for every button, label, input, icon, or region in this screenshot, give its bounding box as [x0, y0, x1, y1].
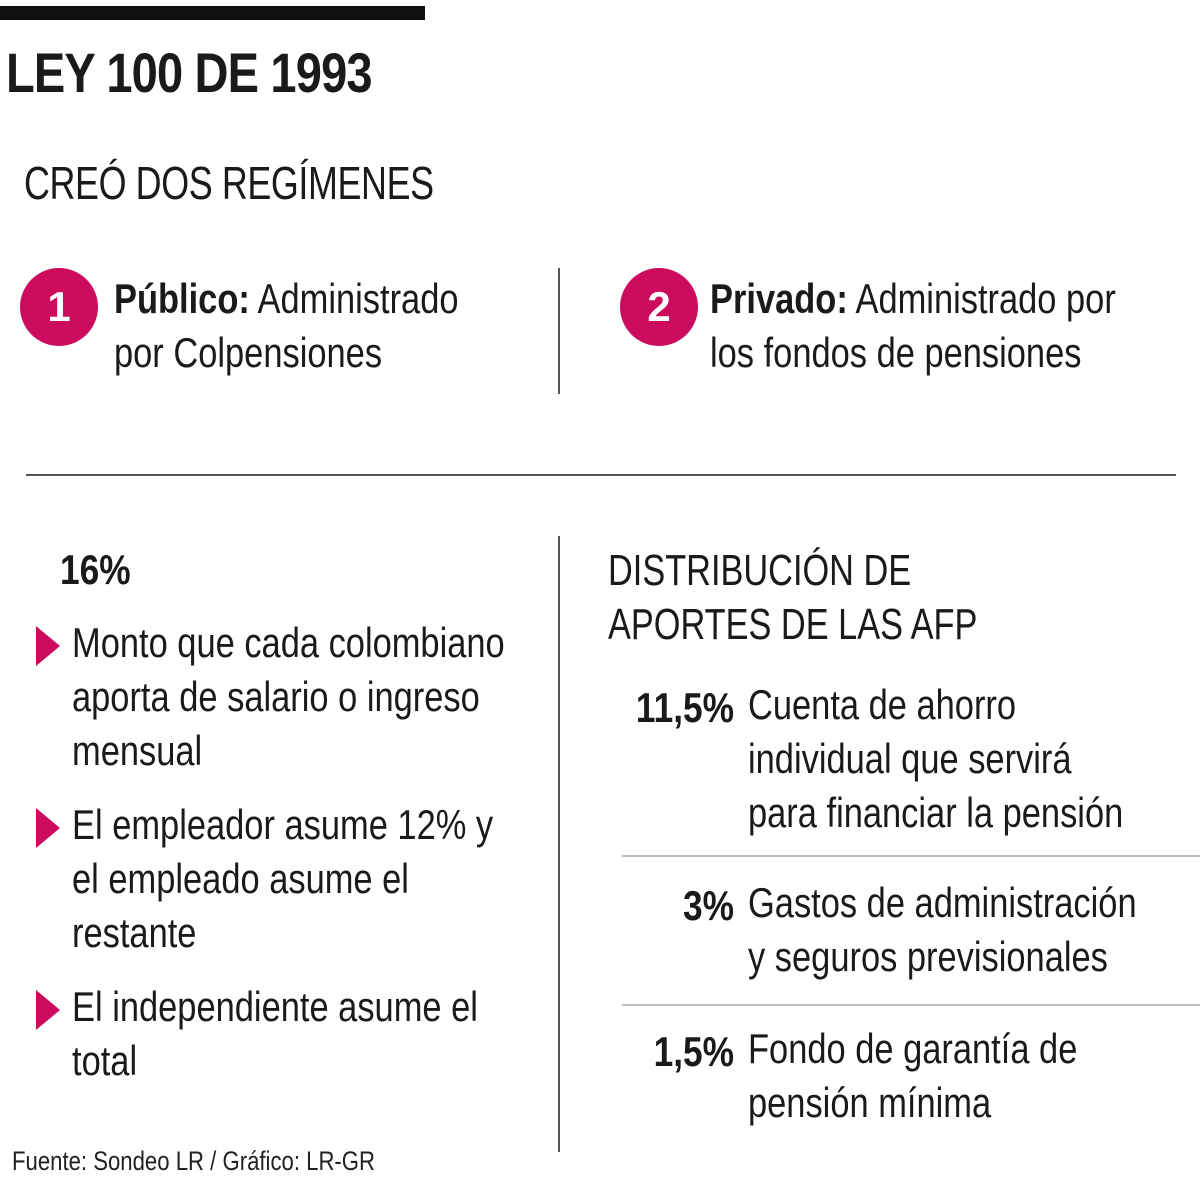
- row-divider: [622, 1004, 1200, 1006]
- page-title: LEY 100 DE 1993: [6, 41, 372, 104]
- source-credit: Fuente: Sondeo LR / Gráfico: LR-GR: [12, 1146, 376, 1176]
- regime-private-text: [710, 272, 1116, 380]
- row-1-line-2: individual que servirá: [748, 735, 1072, 782]
- page-subtitle: CREÓ DOS REGÍMENES: [24, 157, 434, 209]
- number-badge-1: 1: [20, 268, 98, 346]
- contribution-percent: 16%: [60, 546, 131, 593]
- bullet-1-line-1: Monto que cada colombiano: [72, 619, 505, 666]
- columns-divider: [558, 536, 560, 1152]
- section-divider: [26, 474, 1176, 476]
- bullet-1-line-2: aporta de salario o ingreso: [72, 673, 480, 720]
- distribution-row-1-percent: 11,5%: [635, 684, 734, 731]
- regime-private-label: Privado:: [710, 275, 848, 322]
- bullet-text-2: [72, 798, 493, 960]
- regimes-divider: [558, 268, 560, 394]
- row-3-line-1: Fondo de garantía de: [748, 1025, 1078, 1072]
- row-2-line-2: y seguros previsionales: [748, 933, 1108, 980]
- bullet-3-line-1: El independiente asume el: [72, 983, 478, 1030]
- bullet-3-line-2: total: [72, 1037, 138, 1084]
- bullet-2-line-1: El empleador asume 12% y: [72, 801, 494, 848]
- distribution-row-3-text: [748, 1022, 1077, 1130]
- distribution-row-2-percent: 3%: [683, 882, 734, 929]
- regime-public-line2: por Colpensiones: [114, 329, 383, 376]
- row-1-line-3: para financiar la pensión: [748, 789, 1124, 836]
- bullet-2-line-3: restante: [72, 909, 197, 956]
- bullet-text-3: [72, 980, 478, 1088]
- top-rule: [0, 6, 425, 20]
- regime-public-line1: Administrado: [257, 275, 459, 322]
- regime-public-text: [114, 272, 459, 380]
- bullet-1-line-3: mensual: [72, 727, 203, 774]
- distribution-title: [608, 544, 977, 652]
- regime-private-line1: Administrado por: [855, 275, 1116, 322]
- distribution-row-3-percent: 1,5%: [653, 1028, 734, 1075]
- distribution-row-1-text: [748, 678, 1123, 840]
- regime-private-line2: los fondos de pensiones: [710, 329, 1082, 376]
- bullet-arrow-icon: [36, 626, 60, 666]
- number-badge-2: 2: [620, 268, 698, 346]
- bullet-arrow-icon: [36, 990, 60, 1030]
- row-1-line-1: Cuenta de ahorro: [748, 681, 1017, 728]
- row-3-line-2: pensión mínima: [748, 1079, 992, 1126]
- row-divider: [622, 855, 1200, 857]
- bullet-text-1: [72, 616, 505, 778]
- row-2-line-1: Gastos de administración: [748, 879, 1137, 926]
- regime-public-label: Público:: [114, 275, 250, 322]
- bullet-2-line-2: el empleado asume el: [72, 855, 409, 902]
- bullet-arrow-icon: [36, 808, 60, 848]
- distribution-title-line-2: APORTES DE LAS AFP: [608, 600, 978, 649]
- distribution-title-line-1: DISTRIBUCIÓN DE: [608, 546, 912, 595]
- distribution-row-2-text: [748, 876, 1137, 984]
